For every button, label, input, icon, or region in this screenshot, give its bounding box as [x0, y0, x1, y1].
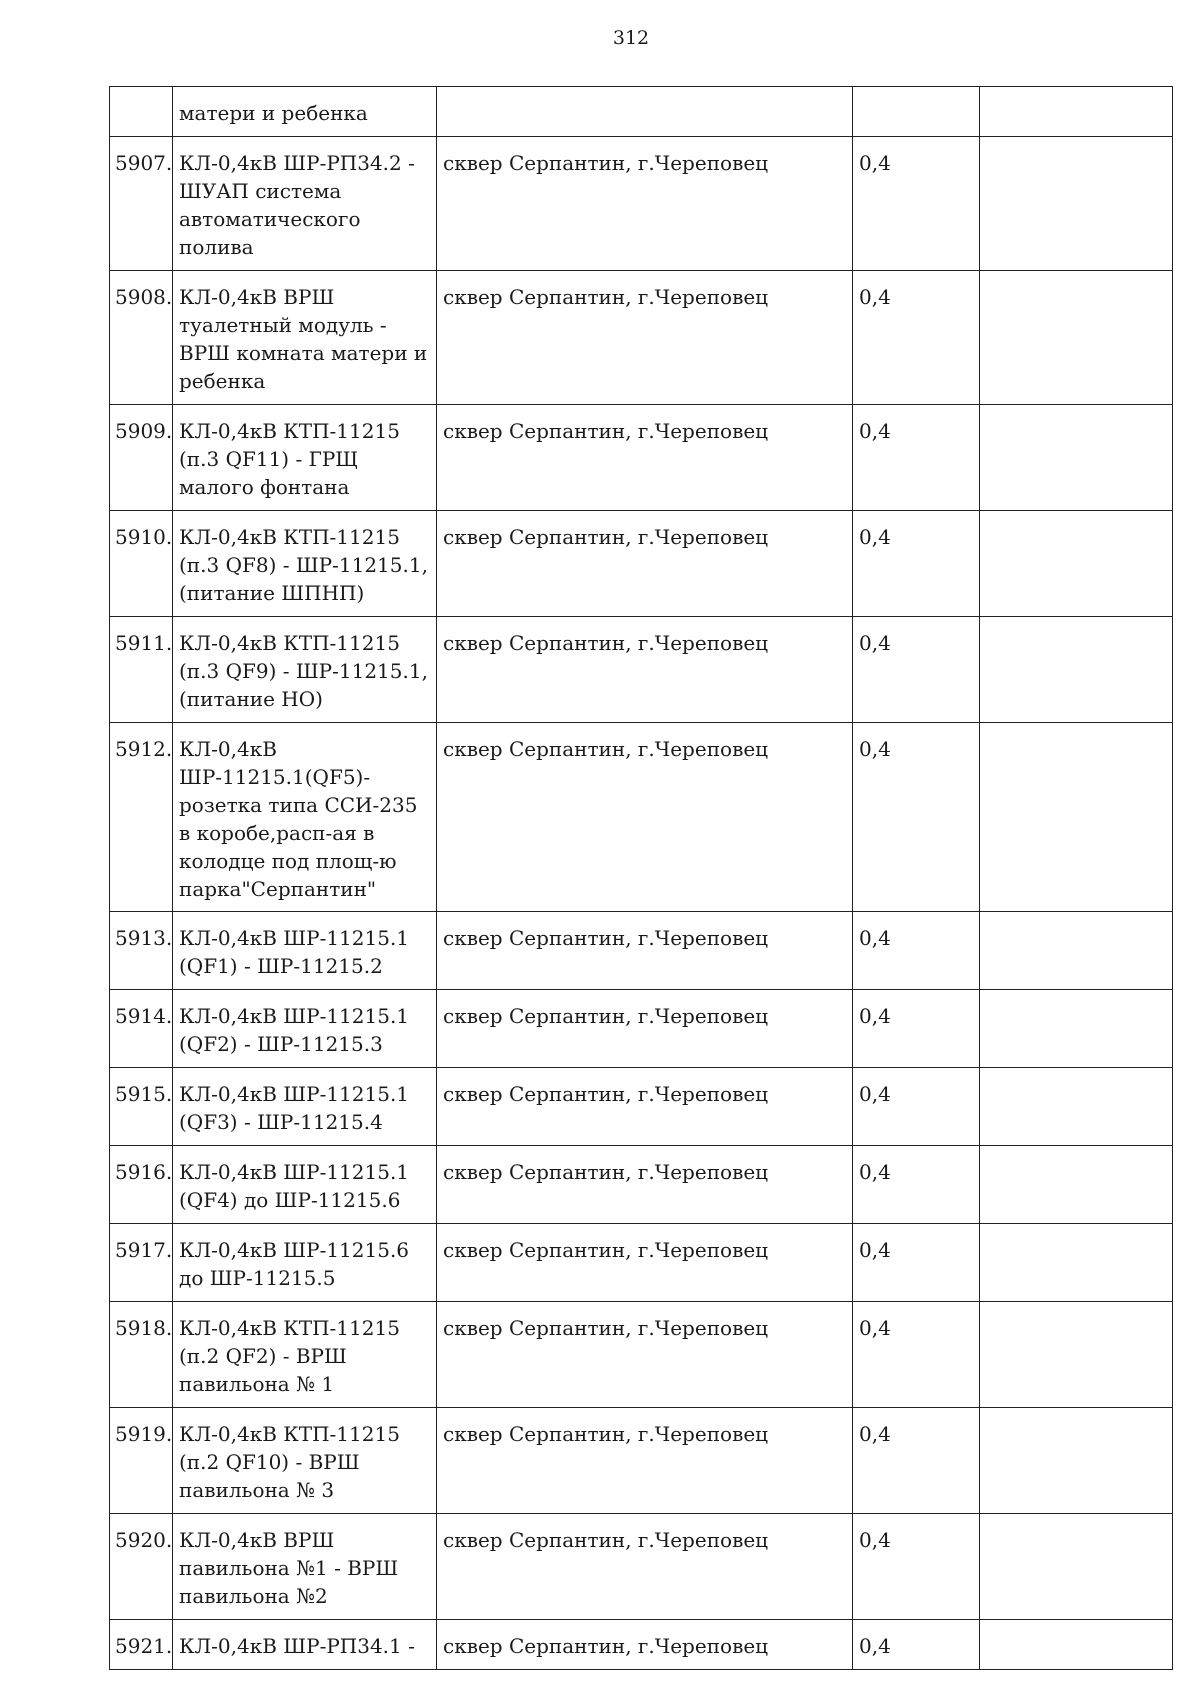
table-row [110, 1068, 1173, 1146]
voltage-cell: 0,4 [853, 617, 980, 723]
line-name-cell: КЛ-0,4кВ ШР-11215.1 (QF4) до ШР-11215.6 [173, 1146, 437, 1224]
location-cell: сквер Серпантин, г.Череповец [437, 405, 853, 511]
location-cell: сквер Серпантин, г.Череповец [437, 1068, 853, 1146]
row-number-cell: 5918. [110, 1302, 173, 1408]
row-number-cell: 5910. [110, 511, 173, 617]
registry-table [109, 86, 1173, 1670]
note-cell [980, 1068, 1173, 1146]
location-cell: сквер Серпантин, г.Череповец [437, 990, 853, 1068]
note-cell [980, 617, 1173, 723]
table-row [110, 1302, 1173, 1408]
location-cell: сквер Серпантин, г.Череповец [437, 1224, 853, 1302]
note-cell [980, 1302, 1173, 1408]
line-name-cell: КЛ-0,4кВ ШР-РП34.2 - ШУАП система автоматического полива [173, 137, 437, 271]
table-row [110, 723, 1173, 912]
line-name-cell: матери и ребенка [173, 87, 437, 137]
row-number-cell: 5909. [110, 405, 173, 511]
voltage-cell: 0,4 [853, 1408, 980, 1514]
table-row [110, 912, 1173, 990]
line-name-cell: КЛ-0,4кВ ШР-11215.6 до ШР-11215.5 [173, 1224, 437, 1302]
table-row [110, 990, 1173, 1068]
note-cell [980, 1514, 1173, 1620]
location-cell: сквер Серпантин, г.Череповец [437, 1146, 853, 1224]
table-row [110, 1620, 1173, 1670]
location-cell: сквер Серпантин, г.Череповец [437, 137, 853, 271]
voltage-cell: 0,4 [853, 1224, 980, 1302]
voltage-cell [853, 87, 980, 137]
table-row [110, 1514, 1173, 1620]
row-number-cell: 5913. [110, 912, 173, 990]
row-number-cell: 5917. [110, 1224, 173, 1302]
row-number-cell: 5908. [110, 271, 173, 405]
row-number-cell: 5914. [110, 990, 173, 1068]
location-cell: сквер Серпантин, г.Череповец [437, 1408, 853, 1514]
row-number-cell: 5919. [110, 1408, 173, 1514]
note-cell [980, 912, 1173, 990]
voltage-cell: 0,4 [853, 271, 980, 405]
location-cell: сквер Серпантин, г.Череповец [437, 1514, 853, 1620]
table-row [110, 511, 1173, 617]
row-number-cell: 5921. [110, 1620, 173, 1670]
line-name-cell: КЛ-0,4кВ КТП-11215 (п.3 QF11) - ГРЩ малого фонтана [173, 405, 437, 511]
line-name-cell: КЛ-0,4кВ ШР-11215.1 (QF3) - ШР-11215.4 [173, 1068, 437, 1146]
row-number-cell: 5907. [110, 137, 173, 271]
voltage-cell: 0,4 [853, 912, 980, 990]
note-cell [980, 137, 1173, 271]
table-row [110, 617, 1173, 723]
voltage-cell: 0,4 [853, 990, 980, 1068]
table-row [110, 271, 1173, 405]
note-cell [980, 405, 1173, 511]
line-name-cell: КЛ-0,4кВ ШР-11215.1(QF5)-розетка типа ССИ-235 в коробе,расп-ая в колодце под площ-ю парка"Серпантин" [173, 723, 437, 912]
table-row [110, 405, 1173, 511]
voltage-cell: 0,4 [853, 1068, 980, 1146]
line-name-cell: КЛ-0,4кВ ШР-РП34.1 - [173, 1620, 437, 1670]
note-cell [980, 1620, 1173, 1670]
note-cell [980, 271, 1173, 405]
voltage-cell: 0,4 [853, 723, 980, 912]
location-cell: сквер Серпантин, г.Череповец [437, 271, 853, 405]
note-cell [980, 990, 1173, 1068]
location-cell: сквер Серпантин, г.Череповец [437, 723, 853, 912]
location-cell: сквер Серпантин, г.Череповец [437, 617, 853, 723]
row-number-cell [110, 87, 173, 137]
table-row [110, 87, 1173, 137]
voltage-cell: 0,4 [853, 1514, 980, 1620]
table-row [110, 137, 1173, 271]
note-cell [980, 1224, 1173, 1302]
row-number-cell: 5911. [110, 617, 173, 723]
line-name-cell: КЛ-0,4кВ ШР-11215.1 (QF1) - ШР-11215.2 [173, 912, 437, 990]
location-cell [437, 87, 853, 137]
voltage-cell: 0,4 [853, 1620, 980, 1670]
row-number-cell: 5916. [110, 1146, 173, 1224]
table-row [110, 1224, 1173, 1302]
line-name-cell: КЛ-0,4кВ ШР-11215.1 (QF2) - ШР-11215.3 [173, 990, 437, 1068]
location-cell: сквер Серпантин, г.Череповец [437, 912, 853, 990]
location-cell: сквер Серпантин, г.Череповец [437, 1302, 853, 1408]
location-cell: сквер Серпантин, г.Череповец [437, 1620, 853, 1670]
line-name-cell: КЛ-0,4кВ КТП-11215 (п.3 QF8) - ШР-11215.1, (питание ШПНП) [173, 511, 437, 617]
line-name-cell: КЛ-0,4кВ КТП-11215 (п.3 QF9) - ШР-11215.1, (питание НО) [173, 617, 437, 723]
note-cell [980, 1146, 1173, 1224]
row-number-cell: 5920. [110, 1514, 173, 1620]
line-name-cell: КЛ-0,4кВ КТП-11215 (п.2 QF10) - ВРШ павильона № 3 [173, 1408, 437, 1514]
table-row [110, 1408, 1173, 1514]
table-row [110, 1146, 1173, 1224]
line-name-cell: КЛ-0,4кВ ВРШ павильона №1 - ВРШ павильона №2 [173, 1514, 437, 1620]
note-cell [980, 511, 1173, 617]
voltage-cell: 0,4 [853, 405, 980, 511]
row-number-cell: 5912. [110, 723, 173, 912]
row-number-cell: 5915. [110, 1068, 173, 1146]
note-cell [980, 87, 1173, 137]
voltage-cell: 0,4 [853, 511, 980, 617]
voltage-cell: 0,4 [853, 1146, 980, 1224]
line-name-cell: КЛ-0,4кВ ВРШ туалетный модуль - ВРШ комната матери и ребенка [173, 271, 437, 405]
voltage-cell: 0,4 [853, 137, 980, 271]
note-cell [980, 723, 1173, 912]
page-number: 312 [612, 27, 650, 49]
note-cell [980, 1408, 1173, 1514]
line-name-cell: КЛ-0,4кВ КТП-11215 (п.2 QF2) - ВРШ павильона № 1 [173, 1302, 437, 1408]
location-cell: сквер Серпантин, г.Череповец [437, 511, 853, 617]
voltage-cell: 0,4 [853, 1302, 980, 1408]
